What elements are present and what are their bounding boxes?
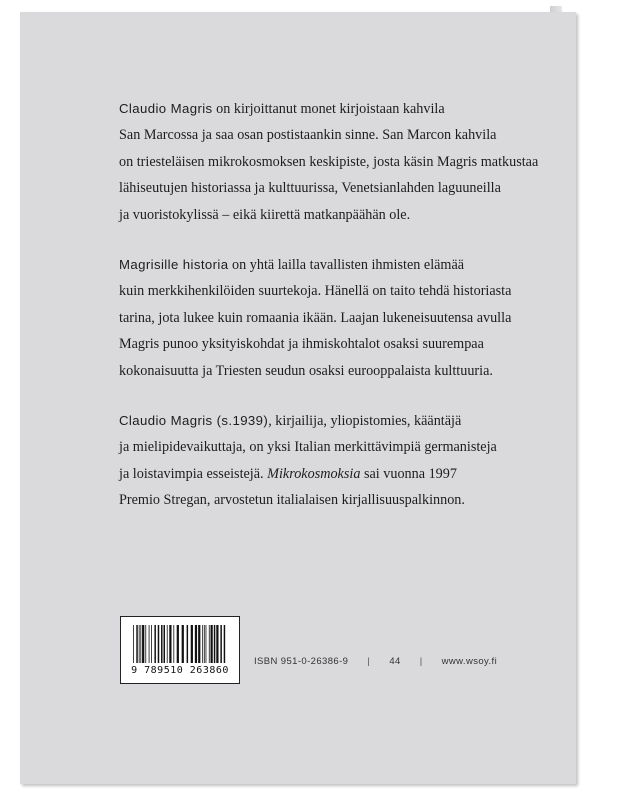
barcode-bar — [139, 625, 140, 663]
barcode-bar — [202, 625, 203, 663]
barcode-bar — [154, 625, 155, 663]
barcode-bar — [209, 625, 210, 663]
barcode-bar — [204, 625, 205, 663]
blurb-paragraph-2: Magrisille historia on yhtä lailla tavallisten ihmisten elämää kuin merkkihenkilöiden suurtekoja. Hänellä on taito tehdä historiasta tarina, jota lukee kuin romaania ikään. Laajan lukeneisuutensa avulla Magris punoo yksityiskohdat ja ihmiskohtalot osaksi suurempaa kokonaisuutta ja Triesten seudun osaksi eurooppalaista kulttuuria. — [119, 257, 512, 379]
barcode-bar — [182, 625, 184, 663]
barcode-bar — [211, 625, 213, 663]
barcode-bar — [136, 625, 137, 663]
back-cover-blurb — [119, 96, 549, 538]
barcode-bar — [164, 625, 165, 663]
barcode-bar — [142, 625, 144, 663]
barcode-bar — [187, 625, 188, 663]
lead-author-name: Claudio Magris — [119, 101, 213, 116]
publisher-footer — [254, 656, 554, 667]
lead-author-bio: Claudio Magris (s.1939) — [119, 413, 269, 429]
barcode-bar — [198, 625, 200, 663]
barcode-bar — [133, 625, 134, 663]
barcode-bar — [140, 625, 141, 663]
footer-separator: | — [419, 656, 423, 667]
barcode-bar — [167, 625, 168, 663]
barcode-bar — [173, 625, 174, 663]
barcode-bar — [214, 625, 215, 663]
barcode-bar — [224, 625, 225, 663]
footer-code: 44 — [389, 656, 401, 667]
lead-history: Magrisille historia — [119, 257, 229, 273]
barcode-bar — [158, 625, 159, 663]
barcode-bar — [151, 625, 152, 663]
barcode-bar — [195, 625, 197, 663]
barcode-bar — [177, 625, 179, 663]
barcode-bar — [206, 625, 207, 663]
publisher-url: www.wsoy.fi — [441, 656, 498, 667]
barcode-bar — [161, 625, 162, 663]
isbn-text: ISBN 951-0-26386-9 — [254, 656, 349, 667]
barcode — [120, 616, 240, 684]
book-title-italic: Mikrokosmoksia — [267, 465, 361, 482]
footer-separator: | — [367, 656, 371, 667]
barcode-bar — [169, 625, 171, 663]
barcode-bar — [145, 625, 146, 663]
barcode-bar — [149, 625, 150, 663]
barcode-bar — [220, 625, 221, 663]
blurb-paragraph-3: Claudio Magris (s.1939), kirjailija, yliopistomies, kääntäjä ja mielipidevaikuttaja, on yksi Italian merkittävimpiä germanisteja ja loistavimpia esseistejä. Mikrokosmoksia sai vuonna 1997 Premio Stregan, arvostetun italialaisen kirjallisuuspalkinnon. — [119, 413, 497, 509]
barcode-bar — [191, 625, 193, 663]
barcode-number: 9 789510 263860 — [131, 665, 229, 676]
barcode-bars — [133, 625, 227, 663]
blurb-paragraph-1: Claudio Magris on kirjoittanut monet kirjoistaan kahvila San Marcossa ja saa osan postistaankin sinne. San Marcon kahvila on triesteläisen mikrokosmoksen keskipiste, josta käsin Magris matkustaa lähiseutujen historiassa ja kulttuurissa, Venetsianlahden laguuneilla ja vuoristokylissä – eikä kiirettä matkanpäähän ole. — [119, 101, 539, 223]
barcode-bar — [216, 625, 218, 663]
